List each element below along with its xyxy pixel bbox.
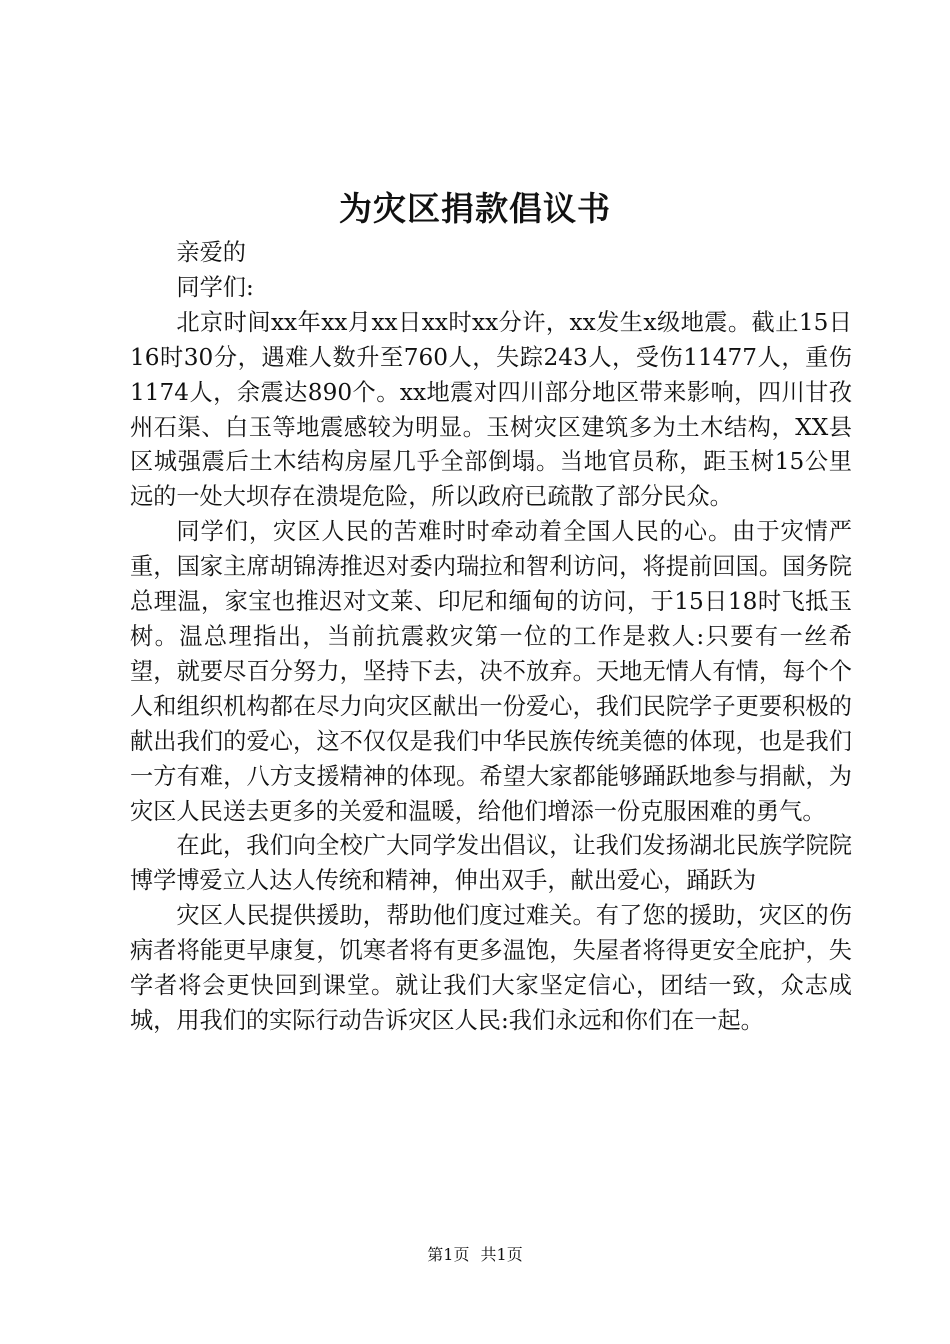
page-total: 共1页 <box>480 1245 523 1264</box>
document-body <box>130 236 852 1039</box>
paragraph-closing: 灾区人民提供援助，帮助他们度过难关。有了您的援助，灾区的伤病者将能更早康复，饥寒者将有更多温饱，失屋者将得更安全庇护，失学者将会更快回到课堂。就让我们大家坚定信心，团结一致，众志成城，用我们的实际行动告诉灾区人民:我们永远和你们在一起。 <box>130 902 852 1034</box>
paragraph-call-to-action: 在此，我们向全校广大同学发出倡议，让我们发扬湖北民族学院院博学博爱立人达人传统和精神，伸出双手，献出爱心，踊跃为 <box>130 832 852 895</box>
page-footer <box>0 1244 950 1266</box>
document-title: 为灾区捐款倡议书 <box>339 189 611 228</box>
paragraph-national-response: 同学们，灾区人民的苦难时时牵动着全国人民的心。由于灾情严重，国家主席胡锦涛推迟对委内瑞拉和智利访问，将提前回国。国务院总理温，家宝也推迟对文莱、印尼和缅甸的访问，于15日18时飞抵玉树。温总理指出，当前抗震救灾第一位的工作是救人:只要有一丝希望，就要尽百分努力，坚持下去，决不放弃。天地无情人有情，每个个人和组织机构都在尽力向灾区献出一份爱心，我们民院学子更要积极的献出我们的爱心，这不仅仅是我们中华民族传统美德的体现，也是我们一方有难，八方支援精神的体现。希望大家都能够踊跃地参与捐献，为灾区人民送去更多的关爱和温暖，给他们增添一份克服困难的勇气。 <box>130 518 852 825</box>
salutation-line-1: 亲爱的 <box>176 239 246 266</box>
paragraph-earthquake-report: 北京时间xx年xx月xx日xx时xx分许，xx发生x级地震。截止15日16时30分，遇难人数升至760人，失踪243人，受伤11477人，重伤1174人，余震达890个。xx地震对四川部分地区带来影响，四川甘孜州石渠、白玉等地震感较为明显。玉树灾区建筑多为土木结构，XX县区城强震后土木结构房屋几乎全部倒塌。当地官员称，距玉树15公里远的一处大坝存在溃堤危险，所以政府已疏散了部分民众。 <box>130 308 852 511</box>
page-number: 第1页 <box>427 1245 470 1264</box>
salutation-line-2: 同学们: <box>176 273 254 301</box>
